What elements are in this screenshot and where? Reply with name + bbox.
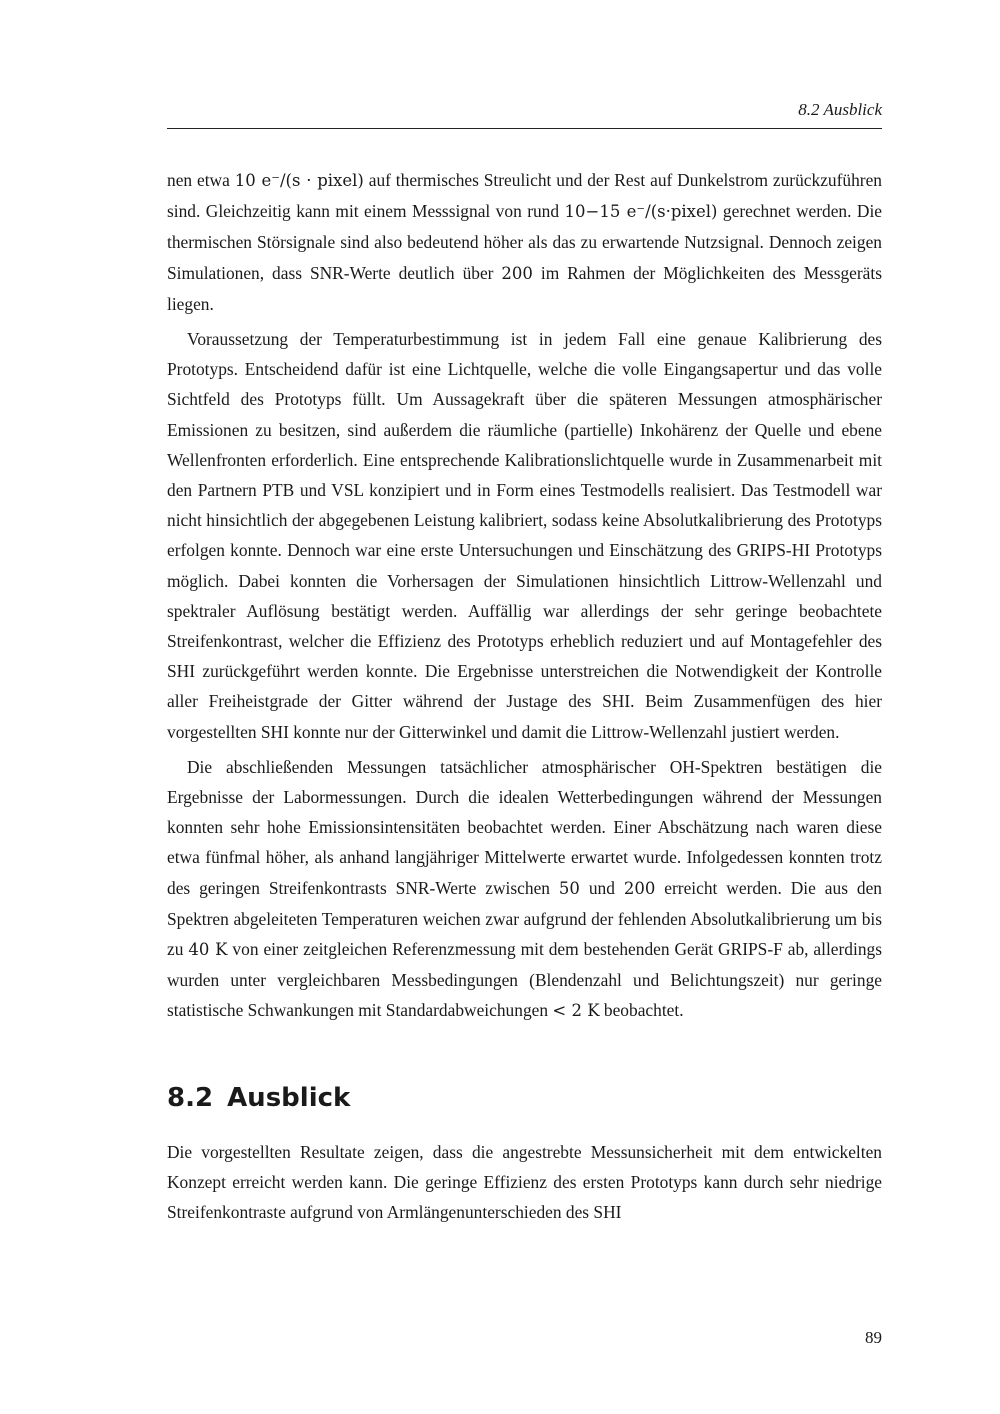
page-number: 89 <box>865 1328 882 1347</box>
formula-thermal-stray-light: 10 e⁻/(s · pixel) <box>234 171 364 190</box>
paragraph-3-text-e: beobachtet. <box>599 1000 684 1021</box>
formula-snr-200-b: 200 <box>623 878 656 898</box>
paragraph-1-text-a: nen etwa <box>167 170 235 190</box>
paragraph-2: Voraussetzung der Temperaturbestimmung ist in jedem Fall eine genaue Kalibrierung des Prototyps. Entscheidend dafür ist eine Lichtquelle, welche die volle Eingangsapertur und das volle Sichtfeld des Prototyps füllt. Um Aussagekraft über die späteren Messungen atmosphärischer Emissionen zu besitzen, sind außerdem die räumliche (partielle) Inkohärenz der Quelle und ebene Wellenfronten erforderlich. Eine entsprechende Kalibrationslichtquelle wurde in Zusammenarbeit mit den Partnern PTB und VSL konzipiert und in Form eines Testmodells realisiert. Das Testmodell war nicht hinsichtlich der abgegebenen Leistung kalibriert, sodass keine Absolutkalibrierung des Prototyps erfolgen konnte. Dennoch war eine erste Untersuchungen und Einschätzung des GRIPS-HI Prototyps möglich. Dabei konnten die Vorhersagen der Simulationen hinsichtlich Littrow-Wellenzahl und spektraler Auflösung bestätigt werden. Auffällig war allerdings der sehr geringe beobachtete Streifenkontrast, welcher die Effizienz des Prototyps erheblich reduziert und auf Montagefehler des SHI zurückgeführt werden konnte. Die Ergebnisse unterstreichen die Notwendigkeit der Kontrolle aller Freiheistgrade der Gitter während der Justage des SHI. Beim Zusammenfügen des hier vorgestellten SHI konnte nur der Gitterwinkel und damit die Littrow-Wellenzahl justiert werden. <box>167 329 882 742</box>
paragraph-1-text-b: auf thermisches Streulicht und der Rest auf Dunkelstrom zurückzuführen sind. Gleichzeitig kann mit einem Messsignal von rund <box>167 170 882 222</box>
paragraph-3-text-b: und <box>579 877 624 898</box>
formula-less-than-2k: < 2 K <box>552 1001 600 1021</box>
formula-snr-50: 50 <box>558 878 580 898</box>
section-number: 8.2 <box>167 1082 214 1113</box>
formula-snr-200: 200 <box>501 263 533 283</box>
running-header-title: 8.2 Ausblick <box>798 100 882 119</box>
paragraph-1-text-d: im Rahmen der Möglichkeiten des Messgeräts liegen. <box>167 262 882 314</box>
paragraph-4: Die vorgestellten Resultate zeigen, dass die angestrebte Messunsicherheit mit dem entwickelten Konzept erreicht werden kann. Die geringe Effizienz des ersten Prototyps kann durch sehr niedrige Streifenkontraste aufgrund von Armlängenunterschieden des SHI <box>167 1141 882 1223</box>
paragraph-3 <box>167 752 882 1027</box>
paragraph-3-text-c: erreicht werden. Die aus den Spektren abgeleiteten Temperaturen weichen zwar aufgrund der fehlenden Absolutkalibrierung um bis zu <box>167 877 882 960</box>
paragraph-3-text-a: Die abschließenden Messungen tatsächlicher atmosphärischer OH-Spektren bestätigen die Ergebnisse der Labormessungen. Durch die idealen Wetterbedingungen während der Messungen konnten sehr hohe Emissionsintensitäten beobachtet werden. Einer Abschätzung nach waren diese etwa fünfmal höher, als anhand langjähriger Mittelwerte erwartet wurde. Infolgedessen konnten trotz des geringen Streifenkontrasts SNR-Werte zwischen <box>167 756 882 898</box>
section-title: Ausblick <box>227 1082 351 1113</box>
paragraph-1 <box>167 165 882 319</box>
running-header <box>167 98 882 129</box>
section-heading <box>167 1081 882 1115</box>
paragraph-1-text-c: gerechnet werden. Die thermischen Störsignale sind also bedeutend höher als das zu erwartende Nutzsignal. Dennoch zeigen Simulationen, dass SNR-Werte deutlich über <box>167 201 883 283</box>
page-body <box>167 165 882 1227</box>
formula-measurement-signal: 10−15 e⁻/(s·pixel) <box>564 202 718 222</box>
formula-40k: 40 K <box>188 940 228 960</box>
paragraph-3-text-d: von einer zeitgleichen Referenzmessung mit dem bestehenden Gerät GRIPS-F ab, allerdings wurden unter vergleichbaren Messbedingungen (Blendenzahl und Belichtungszeit) nur geringe statistische Schwankungen mit Standardabweichungen <box>167 939 882 1021</box>
